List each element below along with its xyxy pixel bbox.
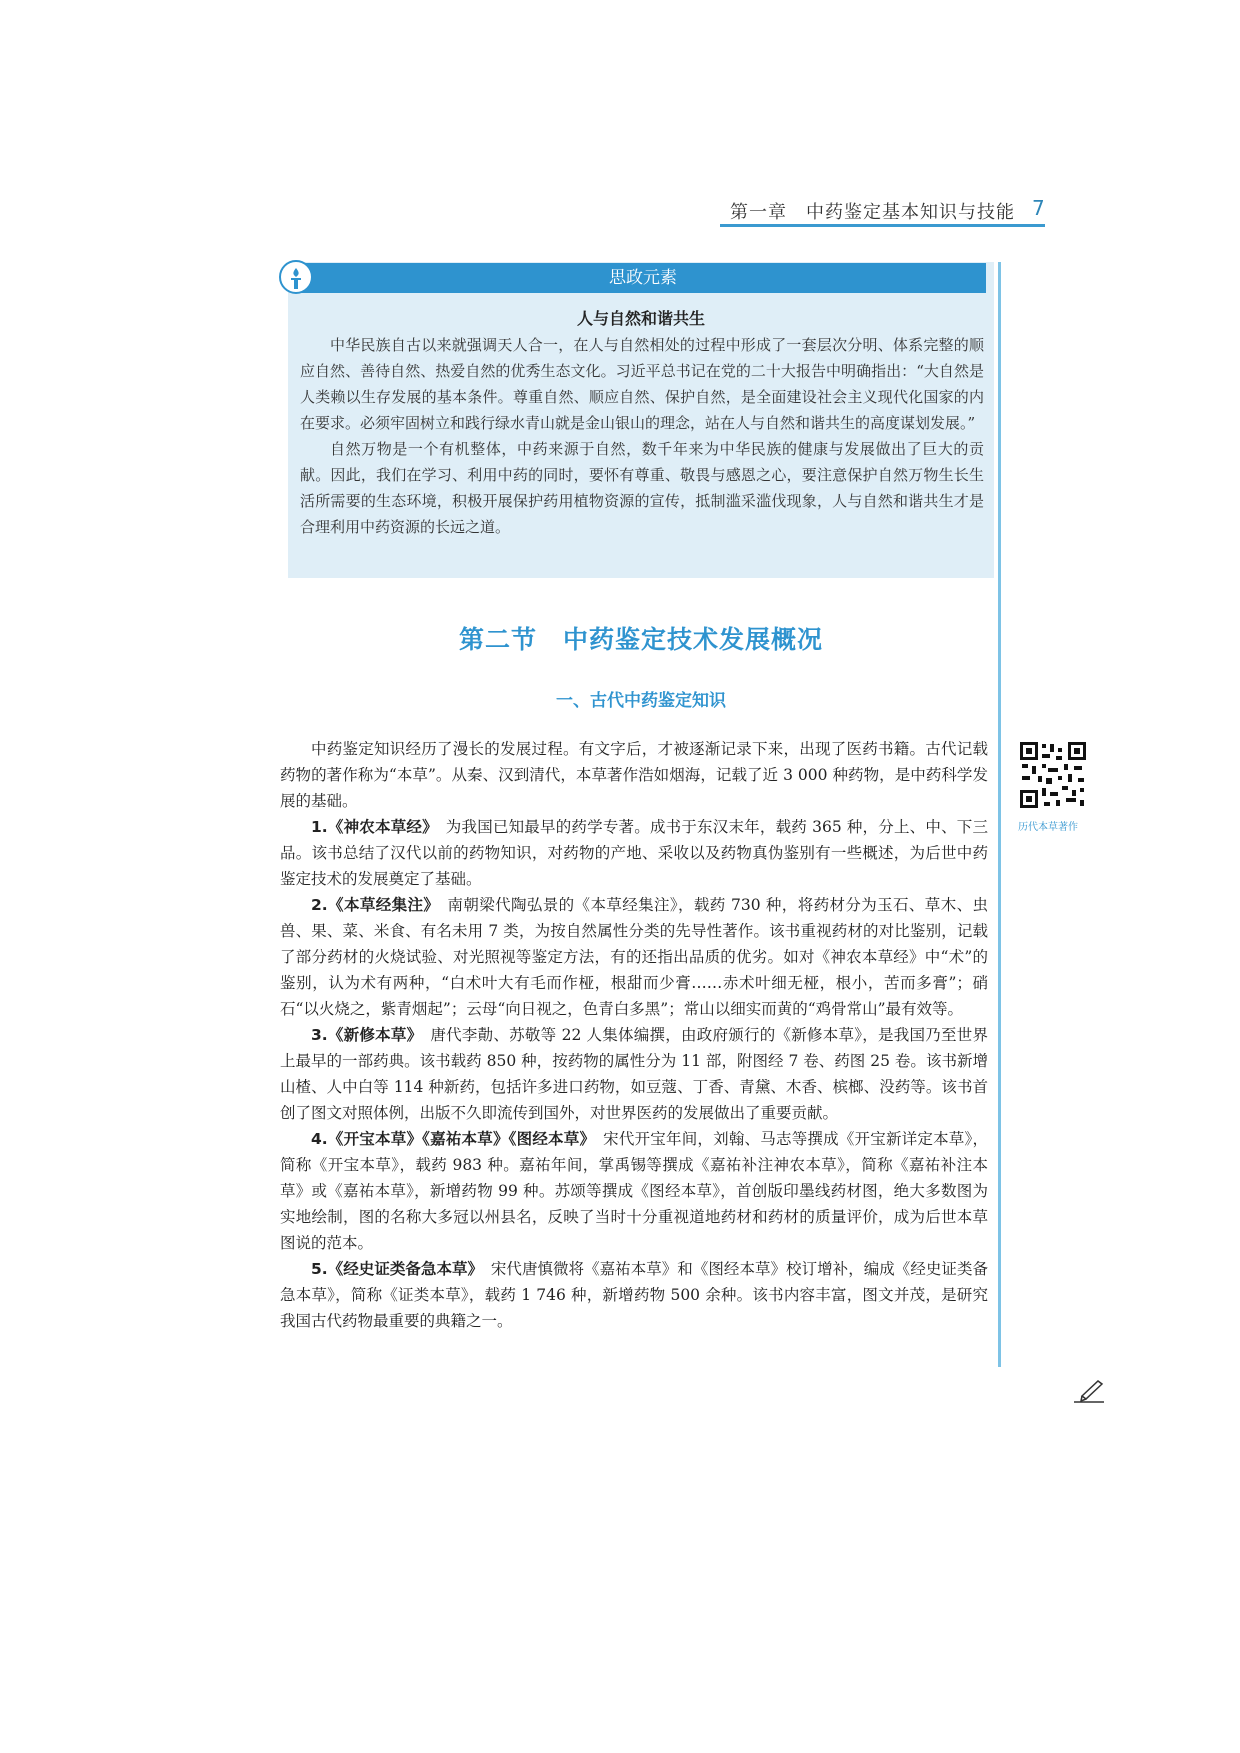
- intro-paragraph: 中药鉴定知识经历了漫长的发展过程。有文字后，才被逐渐记录下来，出现了医药书籍。古代记载药物的著作称为“本草”。从秦、汉到清代，本草著作浩如烟海，记载了近 3 000 种药物，是中药科学发展的基础。: [280, 740, 988, 810]
- item-heading: 1.《神农本草经》: [311, 818, 431, 836]
- item-text: 宋代唐慎微将《嘉祐本草》和《图经本草》校订增补，编成《经史证类备急本草》，简称《证类本草》，载药 1 746 种，新增药物 500 余种。该书内容丰富，图文并茂，是研究我国古代药物最重要的典籍之一。: [280, 1260, 988, 1330]
- body-text: [280, 736, 988, 1334]
- ideology-paragraph: 中华民族自古以来就强调天人合一，在人与自然相处的过程中形成了一套层次分明、体系完整的顺应自然、善待自然、热爱自然的优秀生态文化。习近平总书记在党的二十大报告中明确指出：“大自然是人类赖以生存发展的基本条件。尊重自然、顺应自然、保护自然，是全面建设社会主义现代化国家的内在要求。必须牢固树立和践行绿水青山就是金山银山的理念，站在人与自然和谐共生的高度谋划发展。”: [300, 336, 984, 432]
- page-number: 7: [1032, 196, 1045, 220]
- list-item: [280, 892, 988, 1022]
- item-heading: 3.《新修本草》: [311, 1026, 415, 1044]
- qr-caption: 历代本草著作: [1018, 822, 1078, 833]
- ideology-box-text: [300, 332, 984, 540]
- list-item: [280, 1022, 988, 1126]
- section-title: 第二节 中药鉴定技术发展概况: [458, 625, 823, 654]
- list-item: [280, 814, 988, 892]
- item-text: 为我国已知最早的药学专著。成书于东汉末年，载药 365 种，分上、中、下三品。该书总结了汉代以前的药物知识，对药物的产地、采收以及药物真伪鉴别有一些概述，为后世中药鉴定技术的发展奠定了基础。: [280, 818, 988, 888]
- item-text: 南朝梁代陶弘景的《本草经集注》，载药 730 种，将药材分为玉石、草木、虫兽、果、菜、米食、有名未用 7 类，为按自然属性分类的先导性著作。该书重视药材的对比鉴别，记载了部分药材的火烧试验、对光照视等鉴定方法，有的还指出品质的优劣。如对《神农本草经》中“术”的鉴别，认为术有两种，“白术叶大有毛而作桠，根甜而少膏……赤术叶细无桠，根小，苦而多膏”；硝石“以火烧之，紫青烟起”；云母“向日视之，色青白多黑”；常山以细实而黄的“鸡骨常山”最有效等。: [280, 896, 988, 1018]
- ideology-box-title: 人与自然和谐共生: [576, 309, 705, 328]
- running-header-chapter: 第一章 中药鉴定基本知识与技能: [730, 202, 1015, 223]
- item-text: 唐代李勣、苏敬等 22 人集体编撰，由政府颁行的《新修本草》，是我国乃至世界上最早的一部药典。该书载药 850 种，按药物的属性分为 11 部，附图经 7 卷、药图 25 卷。该书新增山楂、人中白等 114 种新药，包括许多进口药物，如豆蔻、丁香、青黛、木香、槟榔、没药等。该书首创了图文对照体例，出版不久即流传到国外，对世界医药的发展做出了重要贡献。: [280, 1026, 988, 1122]
- item-heading: 4.《开宝本草》《嘉祐本草》《图经本草》: [311, 1130, 588, 1148]
- pen-note-icon: [1072, 1378, 1106, 1408]
- list-item: [280, 1256, 988, 1334]
- subsection-title: 一、古代中药鉴定知识: [556, 691, 726, 711]
- torch-icon: [279, 260, 313, 294]
- ideology-paragraph: 自然万物是一个有机整体，中药来源于自然，数千年来为中华民族的健康与发展做出了巨大的贡献。因此，我们在学习、利用中药的同时，要怀有尊重、敬畏与感恩之心，要注意保护自然万物生长生活所需要的生态环境，积极开展保护药用植物资源的宣传，抵制滥采滥伐现象，人与自然和谐共生才是合理利用中药资源的长远之道。: [300, 440, 984, 536]
- header-rule: [720, 224, 1045, 227]
- ideology-box-label: 思政元素: [300, 263, 986, 293]
- item-text: 宋代开宝年间，刘翰、马志等撰成《开宝新详定本草》，简称《开宝本草》，载药 983 种。嘉祐年间，掌禹锡等撰成《嘉祐补注神农本草》，简称《嘉祐补注本草》或《嘉祐本草》，新增药物 99 种。苏颂等撰成《图经本草》，首创版印墨线药材图，绝大多数图为实地绘制，图的名称大多冠以州县名，反映了当时十分重视道地药材和药材的质量评价，成为后世本草图说的范本。: [280, 1130, 988, 1252]
- list-item: [280, 1126, 988, 1256]
- item-heading: 2.《本草经集注》: [311, 896, 432, 914]
- qr-code-icon[interactable]: [1018, 740, 1088, 810]
- margin-rule: [998, 262, 1001, 1367]
- item-heading: 5.《经史证类备急本草》: [311, 1260, 476, 1278]
